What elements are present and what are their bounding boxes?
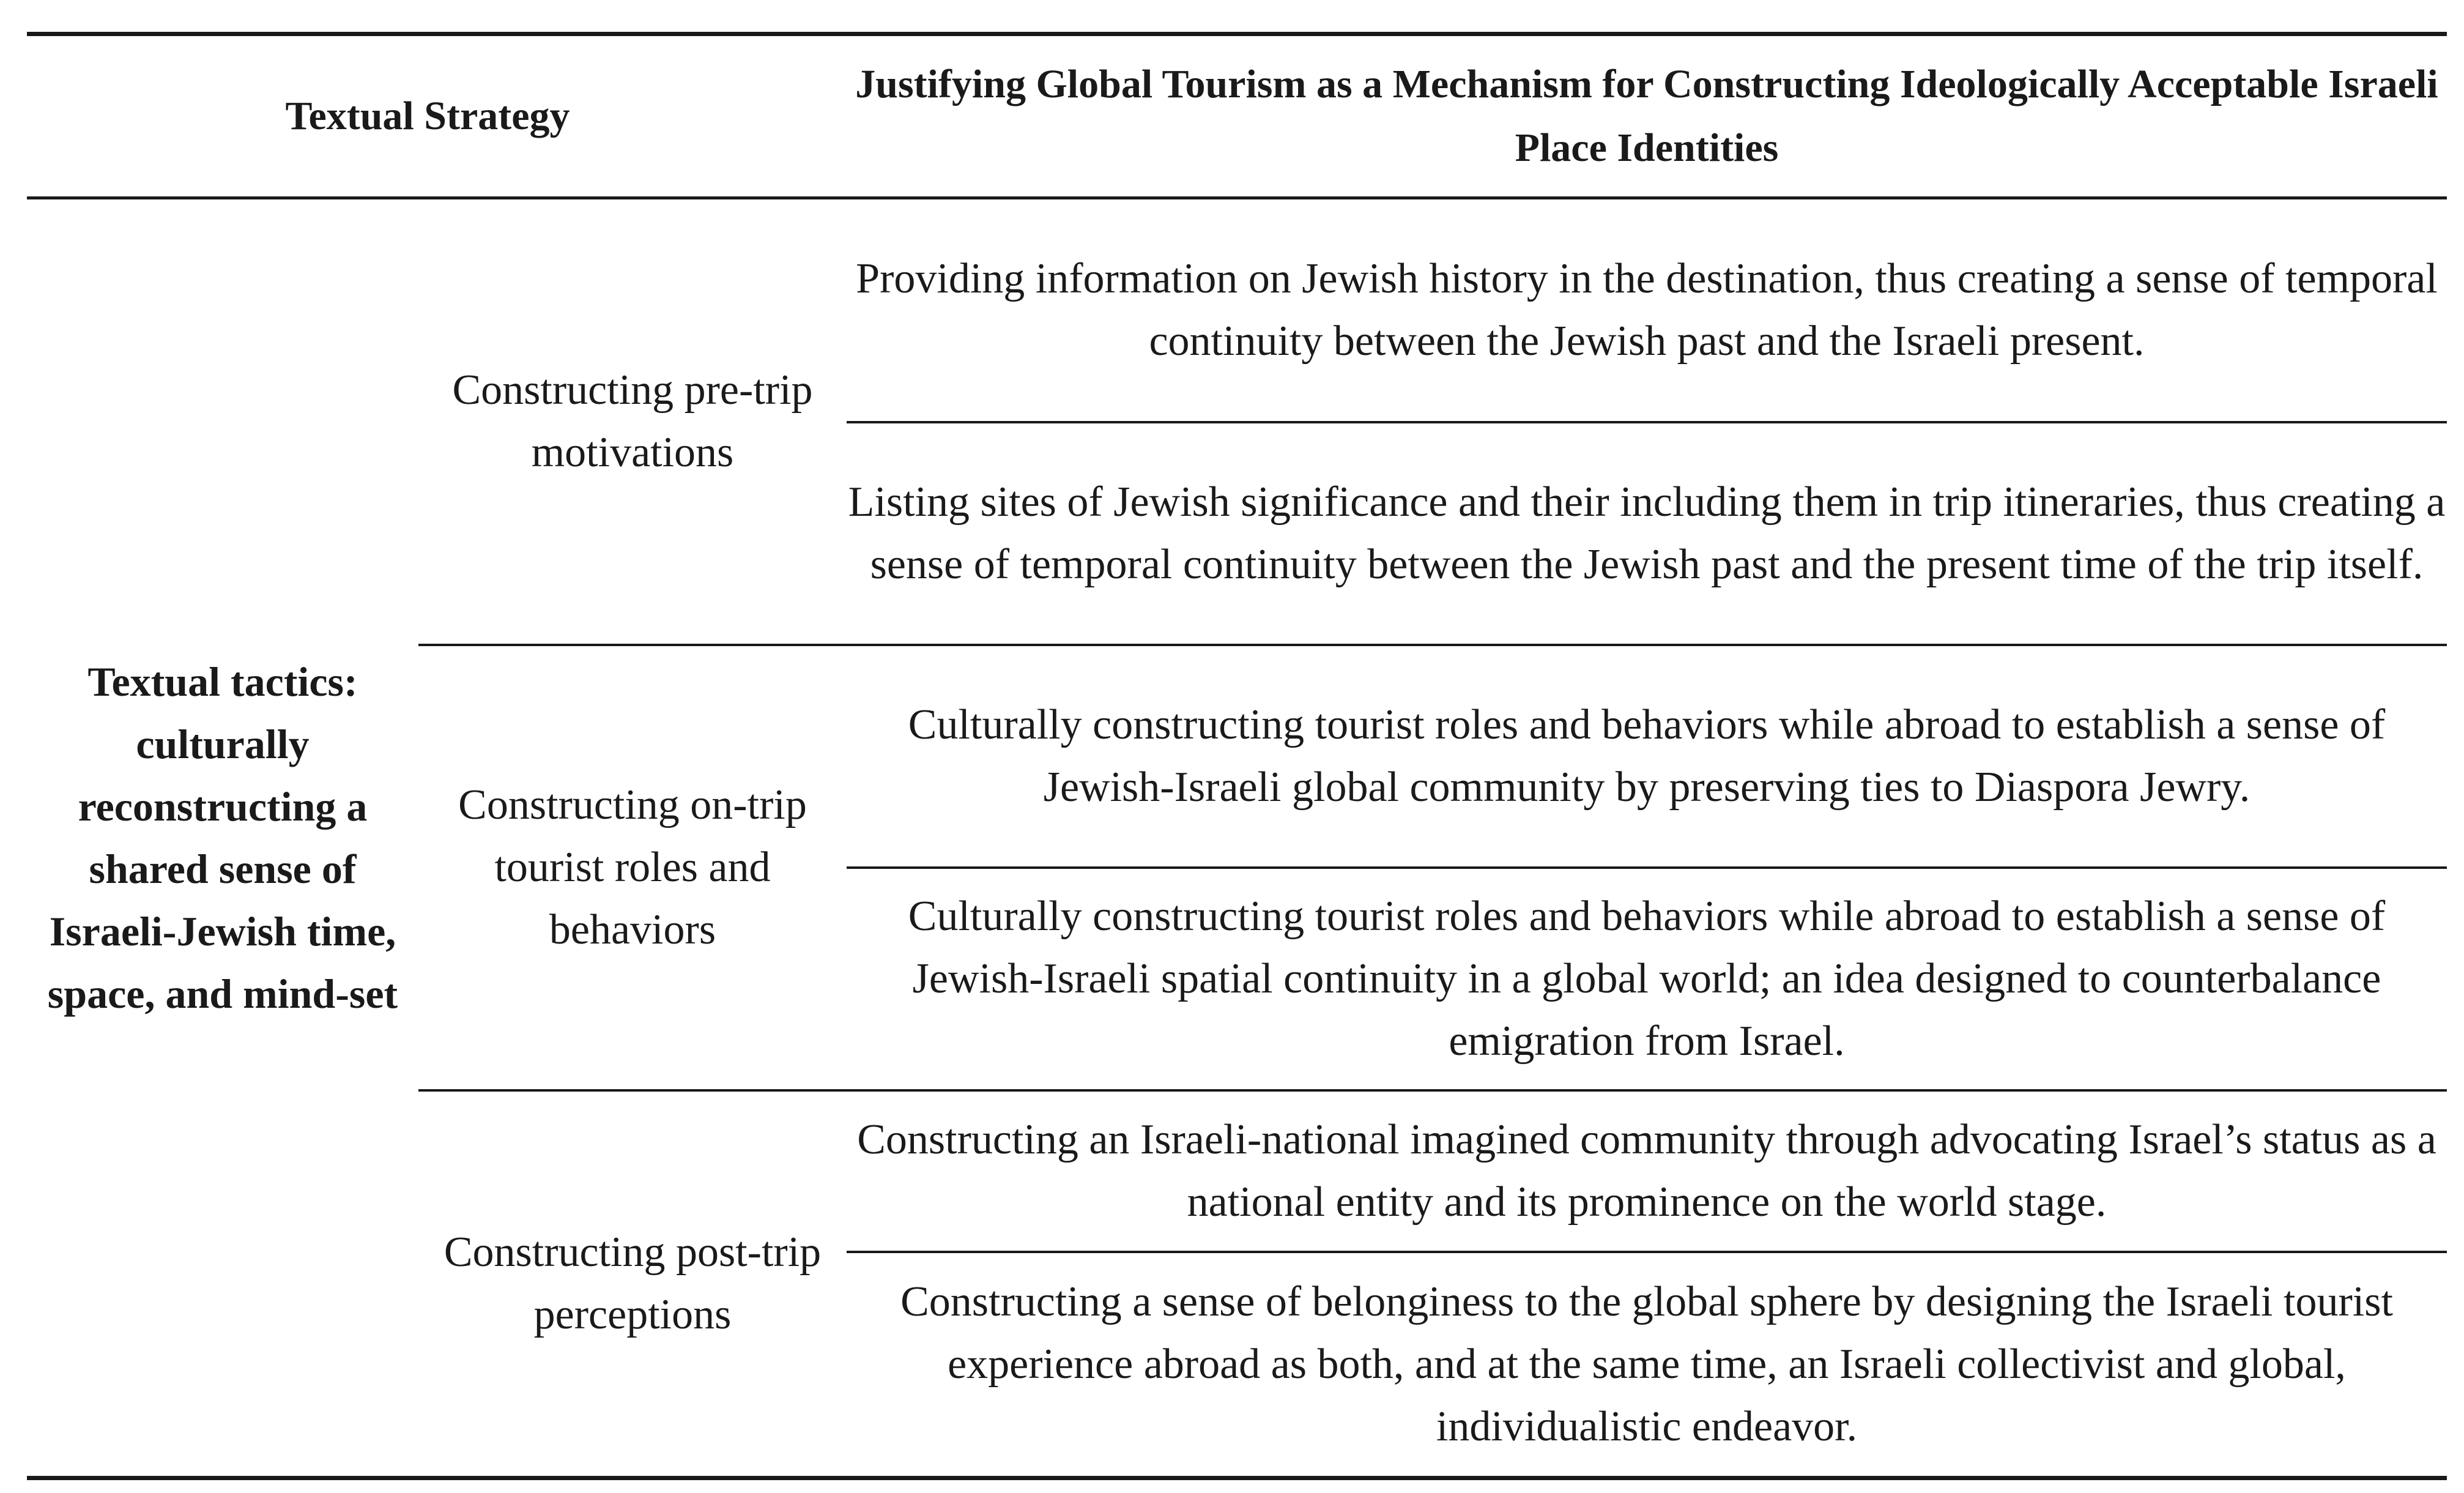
- header-textual-strategy: Textual Strategy: [27, 34, 847, 198]
- table-header-row: [27, 34, 2447, 198]
- description-cell: Culturally constructing tourist roles and behaviors while abroad to establish a sense of Jewish-Israeli spatial continuity in a global world; an idea designed to counterbalance emigration from Israel.: [847, 868, 2447, 1090]
- description-cell: Listing sites of Jewish significance and their including them in trip itineraries, thus creating a sense of temporal continuity between the Jewish past and the present time of the trip itself.: [847, 422, 2447, 645]
- header-justification: Justifying Global Tourism as a Mechanism for Constructing Ideologically Acceptable Israeli Place Identities: [847, 34, 2447, 198]
- group-label-on-trip: Constructing on-trip tourist roles and behaviors: [418, 645, 847, 1090]
- description-cell: Culturally constructing tourist roles and behaviors while abroad to establish a sense of Jewish-Israeli global community by preserving ties to Diaspora Jewry.: [847, 645, 2447, 868]
- description-cell: Constructing an Israeli-national imagined community through advocating Israel’s status as a national entity and its prominence on the world stage.: [847, 1090, 2447, 1252]
- tactics-cell: Textual tactics: culturally reconstructing a shared sense of Israeli-Jewish time, space, and mind-set: [27, 198, 418, 1478]
- table-row: [27, 198, 2447, 423]
- group-label-post-trip: Constructing post-trip perceptions: [418, 1090, 847, 1478]
- group-label-pre-trip: Constructing pre-trip motivations: [418, 198, 847, 646]
- strategy-table: [27, 32, 2447, 1480]
- description-cell: Providing information on Jewish history in the destination, thus creating a sense of temporal continuity between the Jewish past and the Israeli present.: [847, 198, 2447, 423]
- description-cell: Constructing a sense of belonginess to the global sphere by designing the Israeli tourist experience abroad as both, and at the same time, an Israeli collectivist and global, individualistic endeavor.: [847, 1252, 2447, 1478]
